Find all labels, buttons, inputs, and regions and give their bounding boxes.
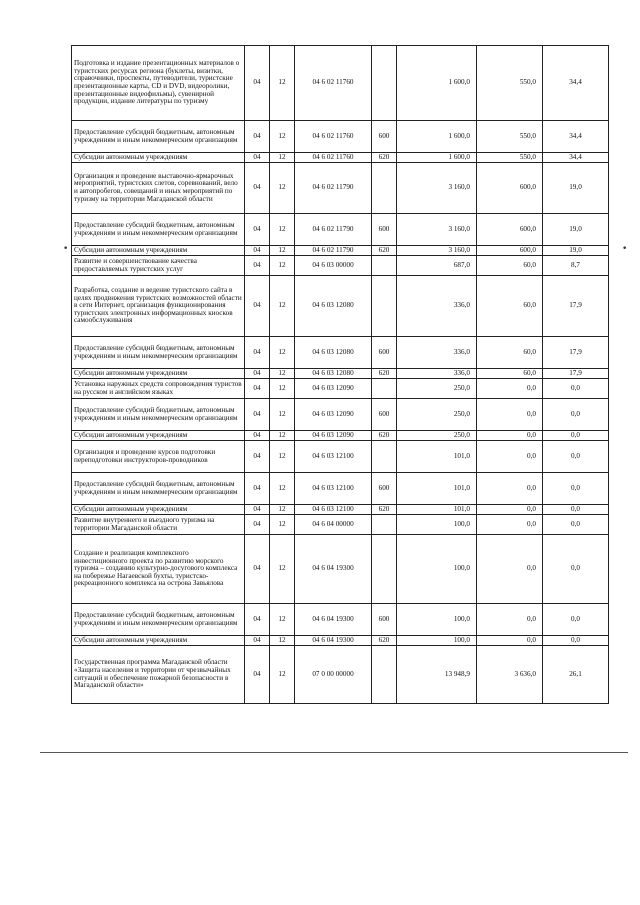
expense-type-cell: 620 — [372, 431, 397, 441]
table-row — [72, 46, 609, 121]
table-row — [72, 473, 609, 505]
subsection-code-cell: 12 — [270, 276, 295, 337]
section-code-cell: 04 — [245, 337, 270, 369]
expense-type-cell: 620 — [372, 505, 397, 515]
section-code-cell: 04 — [245, 535, 270, 604]
execution-percent-cell: 17,9 — [543, 369, 609, 379]
expense-type-cell: 600 — [372, 604, 397, 636]
approved-amount-cell: 3 160,0 — [397, 163, 477, 214]
section-code-cell: 04 — [245, 604, 270, 636]
expense-type-cell — [372, 646, 397, 704]
expense-type-cell: 600 — [372, 473, 397, 505]
approved-amount-cell: 100,0 — [397, 604, 477, 636]
expense-type-cell — [372, 515, 397, 535]
execution-percent-cell: 0,0 — [543, 379, 609, 399]
target-article-cell: 04 6 03 12090 — [295, 431, 372, 441]
expense-type-cell: 600 — [372, 121, 397, 153]
section-code-cell: 04 — [245, 431, 270, 441]
subsection-code-cell: 12 — [270, 473, 295, 505]
target-article-cell: 04 6 02 11790 — [295, 163, 372, 214]
section-code-cell: 04 — [245, 473, 270, 505]
subsection-code-cell: 12 — [270, 369, 295, 379]
table-row — [72, 379, 609, 399]
expense-name-cell: Предоставление субсидий бюджетным, автономным учреждениям и иным некоммерческим организациям — [72, 604, 245, 636]
target-article-cell: 04 6 02 11760 — [295, 46, 372, 121]
target-article-cell: 04 6 03 00000 — [295, 256, 372, 276]
executed-amount-cell: 550,0 — [477, 153, 543, 163]
expense-type-cell — [372, 163, 397, 214]
target-article-cell: 04 6 02 11760 — [295, 121, 372, 153]
table-row — [72, 369, 609, 379]
section-code-cell: 04 — [245, 246, 270, 256]
subsection-code-cell: 12 — [270, 399, 295, 431]
subsection-code-cell: 12 — [270, 163, 295, 214]
approved-amount-cell: 250,0 — [397, 431, 477, 441]
expense-name-cell: Субсидии автономным учреждениям — [72, 505, 245, 515]
executed-amount-cell: 0,0 — [477, 636, 543, 646]
subsection-code-cell: 12 — [270, 515, 295, 535]
execution-percent-cell: 0,0 — [543, 505, 609, 515]
subsection-code-cell: 12 — [270, 153, 295, 163]
subsection-code-cell: 12 — [270, 505, 295, 515]
target-article-cell: 04 6 03 12080 — [295, 369, 372, 379]
section-code-cell: 04 — [245, 379, 270, 399]
section-code-cell: 04 — [245, 441, 270, 473]
executed-amount-cell: 60,0 — [477, 276, 543, 337]
approved-amount-cell: 687,0 — [397, 256, 477, 276]
table-row — [72, 214, 609, 246]
section-code-cell: 04 — [245, 515, 270, 535]
target-article-cell: 04 6 02 11790 — [295, 246, 372, 256]
target-article-cell: 04 6 04 19300 — [295, 604, 372, 636]
expense-name-cell: Организация и проведение курсов подготовки переподготовки инструкторов-проводников — [72, 441, 245, 473]
target-article-cell: 07 0 00 00000 — [295, 646, 372, 704]
section-code-cell: 04 — [245, 636, 270, 646]
table-row — [72, 646, 609, 704]
subsection-code-cell: 12 — [270, 256, 295, 276]
executed-amount-cell: 0,0 — [477, 431, 543, 441]
executed-amount-cell: 0,0 — [477, 515, 543, 535]
section-code-cell: 04 — [245, 276, 270, 337]
approved-amount-cell: 3 160,0 — [397, 214, 477, 246]
target-article-cell: 04 6 03 12090 — [295, 399, 372, 431]
table-row — [72, 636, 609, 646]
right-margin-mark: • — [622, 244, 628, 254]
approved-amount-cell: 100,0 — [397, 636, 477, 646]
table-row — [72, 505, 609, 515]
execution-percent-cell: 8,7 — [543, 256, 609, 276]
section-code-cell: 04 — [245, 646, 270, 704]
execution-percent-cell: 34,4 — [543, 121, 609, 153]
section-code-cell: 04 — [245, 153, 270, 163]
approved-amount-cell: 336,0 — [397, 337, 477, 369]
subsection-code-cell: 12 — [270, 121, 295, 153]
approved-amount-cell: 101,0 — [397, 441, 477, 473]
subsection-code-cell: 12 — [270, 646, 295, 704]
target-article-cell: 04 6 03 12080 — [295, 276, 372, 337]
table-row — [72, 256, 609, 276]
approved-amount-cell: 336,0 — [397, 276, 477, 337]
expense-name-cell: Государственная программа Магаданской области «Защита населения и территории от чрезвычайных ситуаций и обеспечение пожарной безопасности в Магаданской области» — [72, 646, 245, 704]
execution-percent-cell: 0,0 — [543, 604, 609, 636]
approved-amount-cell: 101,0 — [397, 505, 477, 515]
expense-type-cell: 600 — [372, 399, 397, 431]
table-row — [72, 337, 609, 369]
approved-amount-cell: 336,0 — [397, 369, 477, 379]
expense-name-cell: Субсидии автономным учреждениям — [72, 431, 245, 441]
expense-name-cell: Субсидии автономным учреждениям — [72, 153, 245, 163]
execution-percent-cell: 19,0 — [543, 214, 609, 246]
section-code-cell: 04 — [245, 214, 270, 246]
expense-type-cell — [372, 441, 397, 473]
approved-amount-cell: 1 600,0 — [397, 121, 477, 153]
executed-amount-cell: 0,0 — [477, 535, 543, 604]
expense-type-cell: 600 — [372, 337, 397, 369]
executed-amount-cell: 600,0 — [477, 163, 543, 214]
approved-amount-cell: 250,0 — [397, 399, 477, 431]
budget-table-body — [72, 46, 609, 704]
expense-type-cell: 620 — [372, 636, 397, 646]
section-code-cell: 04 — [245, 256, 270, 276]
expense-name-cell: Развитие и совершенствование качества предоставляемых туристских услуг — [72, 256, 245, 276]
expense-name-cell: Подготовка и издание презентационных материалов о туристских ресурсах региона (буклеты, визитки, справочники, проспекты, путеводители, туристские презентационные карты, CD и DVD, видеоролики, презентационные видеофильмы), сувенирной продукции, издание литературы по туризму — [72, 46, 245, 121]
subsection-code-cell: 12 — [270, 246, 295, 256]
expense-type-cell: 620 — [372, 246, 397, 256]
table-row — [72, 604, 609, 636]
section-code-cell: 04 — [245, 399, 270, 431]
approved-amount-cell: 1 600,0 — [397, 153, 477, 163]
section-code-cell: 04 — [245, 46, 270, 121]
executed-amount-cell: 3 636,0 — [477, 646, 543, 704]
executed-amount-cell: 550,0 — [477, 46, 543, 121]
table-row — [72, 163, 609, 214]
executed-amount-cell: 0,0 — [477, 505, 543, 515]
table-row — [72, 153, 609, 163]
executed-amount-cell: 60,0 — [477, 369, 543, 379]
subsection-code-cell: 12 — [270, 604, 295, 636]
execution-percent-cell: 17,9 — [543, 276, 609, 337]
subsection-code-cell: 12 — [270, 46, 295, 121]
subsection-code-cell: 12 — [270, 214, 295, 246]
expense-type-cell: 620 — [372, 369, 397, 379]
target-article-cell: 04 6 04 00000 — [295, 515, 372, 535]
approved-amount-cell: 100,0 — [397, 515, 477, 535]
expense-name-cell: Предоставление субсидий бюджетным, автономным учреждениям и иным некоммерческим организациям — [72, 121, 245, 153]
table-row — [72, 441, 609, 473]
approved-amount-cell: 250,0 — [397, 379, 477, 399]
execution-percent-cell: 17,9 — [543, 337, 609, 369]
executed-amount-cell: 0,0 — [477, 473, 543, 505]
executed-amount-cell: 60,0 — [477, 256, 543, 276]
expense-type-cell — [372, 379, 397, 399]
target-article-cell: 04 6 02 11760 — [295, 153, 372, 163]
execution-percent-cell: 19,0 — [543, 246, 609, 256]
subsection-code-cell: 12 — [270, 636, 295, 646]
expense-type-cell: 620 — [372, 153, 397, 163]
expense-type-cell — [372, 256, 397, 276]
subsection-code-cell: 12 — [270, 337, 295, 369]
executed-amount-cell: 60,0 — [477, 337, 543, 369]
target-article-cell: 04 6 03 12100 — [295, 473, 372, 505]
expense-type-cell: 600 — [372, 214, 397, 246]
expense-name-cell: Организация и проведение выставочно-ярмарочных мероприятий, туристских слетов, соревнований, вело и автопробегов, совещаний и иных мероприятий по туризму на территории Магаданской области — [72, 163, 245, 214]
subsection-code-cell: 12 — [270, 535, 295, 604]
expense-name-cell: Предоставление субсидий бюджетным, автономным учреждениям и иным некоммерческим организациям — [72, 214, 245, 246]
section-code-cell: 04 — [245, 505, 270, 515]
table-row — [72, 399, 609, 431]
table-row — [72, 276, 609, 337]
execution-percent-cell: 19,0 — [543, 163, 609, 214]
expense-name-cell: Разработка, создание и ведение туристского сайта в целях продвижения туристских возможностей области в сети Интернет, организация функционирования туристских электронных информационных киосков самообслуживания — [72, 276, 245, 337]
executed-amount-cell: 0,0 — [477, 604, 543, 636]
target-article-cell: 04 6 03 12090 — [295, 379, 372, 399]
expense-name-cell: Предоставление субсидий бюджетным, автономным учреждениям и иным некоммерческим организациям — [72, 337, 245, 369]
expense-type-cell — [372, 535, 397, 604]
table-row — [72, 121, 609, 153]
target-article-cell: 04 6 03 12100 — [295, 441, 372, 473]
target-article-cell: 04 6 04 19300 — [295, 636, 372, 646]
target-article-cell: 04 6 03 12100 — [295, 505, 372, 515]
section-code-cell: 04 — [245, 121, 270, 153]
execution-percent-cell: 0,0 — [543, 399, 609, 431]
expense-name-cell: Субсидии автономным учреждениям — [72, 636, 245, 646]
table-row — [72, 535, 609, 604]
executed-amount-cell: 550,0 — [477, 121, 543, 153]
approved-amount-cell: 100,0 — [397, 535, 477, 604]
table-row — [72, 246, 609, 256]
execution-percent-cell: 0,0 — [543, 473, 609, 505]
expense-name-cell: Предоставление субсидий бюджетным, автономным учреждениям и иным некоммерческим организациям — [72, 473, 245, 505]
execution-percent-cell: 0,0 — [543, 515, 609, 535]
executed-amount-cell: 0,0 — [477, 441, 543, 473]
expense-name-cell: Предоставление субсидий бюджетным, автономным учреждениям и иным некоммерческим организациям — [72, 399, 245, 431]
table-row — [72, 431, 609, 441]
execution-percent-cell: 0,0 — [543, 441, 609, 473]
execution-percent-cell: 0,0 — [543, 535, 609, 604]
subsection-code-cell: 12 — [270, 441, 295, 473]
target-article-cell: 04 6 04 19300 — [295, 535, 372, 604]
page-divider — [40, 752, 628, 753]
expense-name-cell: Установка наружных средств сопровождения туристов на русском и английском языках — [72, 379, 245, 399]
expense-type-cell — [372, 46, 397, 121]
table-row — [72, 515, 609, 535]
target-article-cell: 04 6 02 11790 — [295, 214, 372, 246]
approved-amount-cell: 101,0 — [397, 473, 477, 505]
approved-amount-cell: 13 948,9 — [397, 646, 477, 704]
executed-amount-cell: 600,0 — [477, 214, 543, 246]
executed-amount-cell: 0,0 — [477, 399, 543, 431]
expense-type-cell — [372, 276, 397, 337]
section-code-cell: 04 — [245, 163, 270, 214]
budget-table — [71, 45, 609, 704]
execution-percent-cell: 34,4 — [543, 153, 609, 163]
left-margin-mark: • — [63, 244, 69, 254]
expense-name-cell: Создание и реализация комплексного инвестиционного проекта по развитию морского туризма – созданию культурно-досугового комплекса на побережье Нагаевской бухты, туристско-рекреационного комплекса на острова Завьялова — [72, 535, 245, 604]
target-article-cell: 04 6 03 12080 — [295, 337, 372, 369]
approved-amount-cell: 3 160,0 — [397, 246, 477, 256]
subsection-code-cell: 12 — [270, 379, 295, 399]
execution-percent-cell: 26,1 — [543, 646, 609, 704]
section-code-cell: 04 — [245, 369, 270, 379]
approved-amount-cell: 1 600,0 — [397, 46, 477, 121]
expense-name-cell: Субсидии автономным учреждениям — [72, 369, 245, 379]
executed-amount-cell: 0,0 — [477, 379, 543, 399]
execution-percent-cell: 0,0 — [543, 431, 609, 441]
expense-name-cell: Развитие внутреннего и въездного туризма на территории Магаданской области — [72, 515, 245, 535]
expense-name-cell: Субсидии автономным учреждениям — [72, 246, 245, 256]
execution-percent-cell: 34,4 — [543, 46, 609, 121]
executed-amount-cell: 600,0 — [477, 246, 543, 256]
execution-percent-cell: 0,0 — [543, 636, 609, 646]
subsection-code-cell: 12 — [270, 431, 295, 441]
